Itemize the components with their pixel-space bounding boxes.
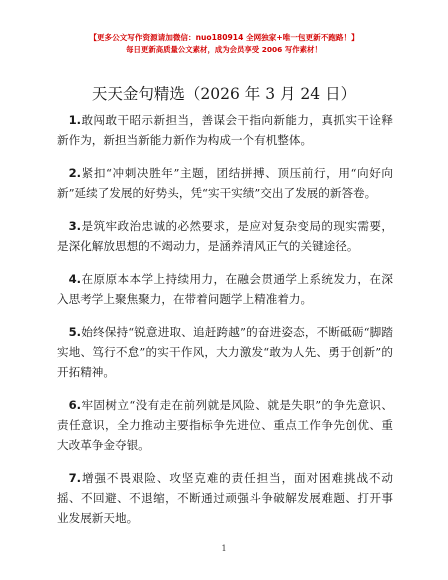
paragraph-text: 是筑牢政治忠诚的必然要求，是应对复杂变局的现实需要，是深化解放思想的不竭动力，是涵养清风正气的关键途径。 <box>57 219 393 253</box>
paragraph-separator: . <box>76 166 82 180</box>
paragraph-number: 7 <box>68 471 77 485</box>
paragraph-number: 2 <box>68 166 77 180</box>
paragraph-text: 牢固树立“没有走在前列就是风险、就是失职”的争先意识、责任意识，全力推动主要指标争先进位、重点工作争先创优、重大改革争金夺银。 <box>57 398 393 452</box>
paragraph-text: 敢闯敢干昭示新担当，善谋会干指向新能力，真抓实干诠释新作为，新担当新能力新作为构成一个有机整体。 <box>57 113 393 147</box>
page-title: 天天金句精选（2026 年 3 月 24 日） <box>91 85 357 103</box>
paragraph-separator: . <box>76 325 82 339</box>
paragraph-3 <box>57 216 393 256</box>
paragraph-text: 紧扣“冲刺决胜年”主题，团结拼搏、顶压前行，用“向好向新”延续了发展的好势头，凭“实干实绩”交出了发展的新答卷。 <box>57 166 393 200</box>
paragraph-7 <box>57 468 393 528</box>
promo-banner-line-1: 【更多公文写作资源请加微信：nuo180914 全网独家+唯一包更新不跑路！】 <box>89 33 359 42</box>
paragraph-6 <box>57 395 393 455</box>
paragraph-separator: . <box>76 471 82 485</box>
paragraph-separator: . <box>76 219 82 233</box>
paragraph-number: 1 <box>68 113 77 127</box>
paragraph-separator: . <box>76 398 82 412</box>
paragraph-1 <box>57 110 393 150</box>
document-body <box>57 110 393 541</box>
paragraph-number: 6 <box>68 398 77 412</box>
paragraph-separator: . <box>76 272 82 286</box>
paragraph-number: 4 <box>68 272 77 286</box>
promo-banner-line-2: 每日更新高质量公文素材，成为会员享受 2006 写作素材！ <box>126 45 322 54</box>
paragraph-separator: . <box>76 113 82 127</box>
paragraph-4 <box>57 269 393 309</box>
paragraph-2 <box>57 163 393 203</box>
paragraph-text: 始终保持“锐意进取、追赶跨越”的奋进姿态，不断砥砺“脚踏实地、笃行不怠”的实干作风，大力激发“敢为人先、勇于创新”的开拓精神。 <box>57 325 393 379</box>
paragraph-number: 3 <box>68 219 77 233</box>
paragraph-text: 在原原本本学上持续用力，在融会贯通学上系统发力，在深入思考学上聚焦聚力，在带着问题学上精准着力。 <box>57 272 393 306</box>
promo-banner <box>0 32 448 56</box>
paragraph-number: 5 <box>68 325 77 339</box>
page-number: 1 <box>221 544 227 553</box>
paragraph-5 <box>57 322 393 382</box>
paragraph-text: 增强不畏艰险、攻坚克难的责任担当，面对困难挑战不动摇、不回避、不退缩，不断通过顽强斗争破解发展难题、打开事业发展新天地。 <box>57 471 393 525</box>
